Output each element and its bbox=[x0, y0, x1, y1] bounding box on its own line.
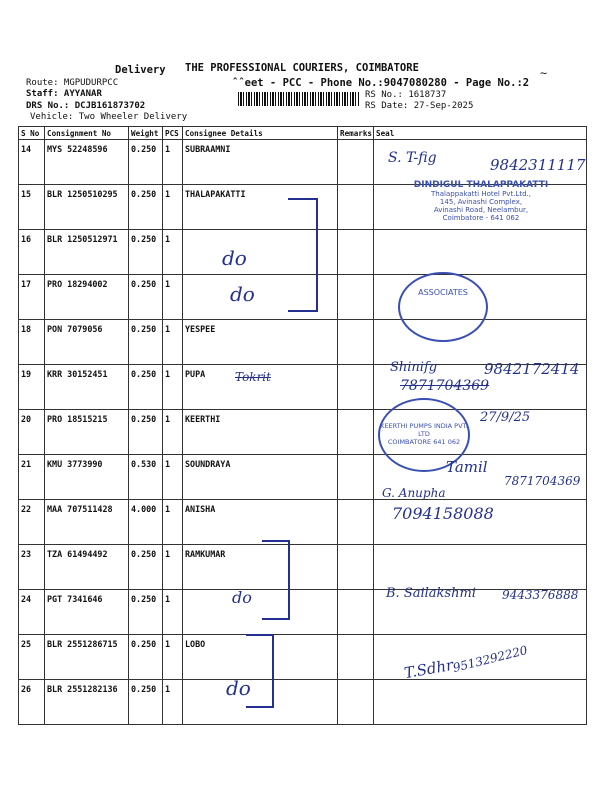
stamp-name: DINDIGUL THALAPPAKATTI bbox=[413, 180, 549, 190]
cell-consignment: MAA 707511428 bbox=[45, 500, 129, 545]
cell-weight: 0.250 bbox=[129, 545, 163, 590]
cell-sno: 22 bbox=[19, 500, 45, 545]
cell-weight: 0.250 bbox=[129, 635, 163, 680]
cell-weight: 0.530 bbox=[129, 455, 163, 500]
cell-weight: 0.250 bbox=[129, 590, 163, 635]
cell-weight: 4.000 bbox=[129, 500, 163, 545]
cell-sno: 24 bbox=[19, 590, 45, 635]
cell-pcs: 1 bbox=[163, 635, 183, 680]
stamp-line4: Coimbatore - 641 062 bbox=[442, 214, 520, 222]
keerthi-name: KEERTHI PUMPS INDIA PVT. LTD bbox=[380, 422, 468, 438]
cell-consignee bbox=[183, 590, 338, 635]
ditto-2: do bbox=[230, 282, 255, 306]
cell-weight: 0.250 bbox=[129, 185, 163, 230]
table-row bbox=[19, 320, 587, 365]
ditto-bracket-1 bbox=[288, 198, 318, 312]
cell-sno: 20 bbox=[19, 410, 45, 455]
company-title: THE PROFESSIONAL COURIERS, COIMBATORE bbox=[185, 62, 419, 74]
cell-pcs: 1 bbox=[163, 545, 183, 590]
cell-remarks bbox=[338, 365, 374, 410]
signature-22: G. Anupha bbox=[382, 486, 446, 500]
pen-mark-icon: ∼ bbox=[540, 66, 548, 80]
phone-21: 7871704369 bbox=[504, 474, 581, 488]
vehicle: Vehicle: Two Wheeler Delivery bbox=[30, 112, 188, 122]
signature-21: Tamil bbox=[446, 458, 488, 476]
cell-pcs: 1 bbox=[163, 410, 183, 455]
cell-consignment: BLR 1250512971 bbox=[45, 230, 129, 275]
associates-stamp bbox=[398, 272, 488, 342]
ditto-3: do bbox=[232, 588, 252, 607]
ditto-4: do bbox=[226, 676, 251, 700]
cell-consignment: BLR 1250510295 bbox=[45, 185, 129, 230]
cell-pcs: 1 bbox=[163, 140, 183, 185]
cell-sno: 17 bbox=[19, 275, 45, 320]
phone-26: 9513292220 bbox=[451, 642, 529, 676]
cell-sno: 14 bbox=[19, 140, 45, 185]
cell-sno: 16 bbox=[19, 230, 45, 275]
cell-consignment: PRO 18294002 bbox=[45, 275, 129, 320]
cell-pcs: 1 bbox=[163, 590, 183, 635]
cell-remarks bbox=[338, 590, 374, 635]
ditto-1: do bbox=[222, 246, 247, 270]
cell-seal bbox=[374, 545, 587, 590]
keerthi-city: COIMBATORE 641 062 bbox=[387, 438, 461, 446]
associates-text: ASSOCIATES bbox=[418, 288, 468, 297]
cell-sno: 19 bbox=[19, 365, 45, 410]
table-row bbox=[19, 500, 587, 545]
cell-consignment: BLR 2551282136 bbox=[45, 680, 129, 725]
cell-remarks bbox=[338, 500, 374, 545]
sheet-line: ˆˆeet - PCC - Phone No.:9047080280 - Page No.:2 bbox=[232, 77, 530, 89]
stamp-line1: Thalappakatti Hotel Pvt.Ltd., bbox=[431, 190, 531, 198]
cell-weight: 0.250 bbox=[129, 275, 163, 320]
cell-pcs: 1 bbox=[163, 275, 183, 320]
cell-pcs: 1 bbox=[163, 455, 183, 500]
cell-consignee: YESPEE bbox=[183, 320, 338, 365]
stamp-line2: 145, Avinashi Complex, bbox=[439, 198, 523, 206]
cell-pcs: 1 bbox=[163, 185, 183, 230]
col-remarks: Remarks bbox=[338, 127, 374, 140]
thalapakatti-stamp bbox=[388, 180, 574, 230]
cell-seal bbox=[374, 680, 587, 725]
cell-remarks bbox=[338, 410, 374, 455]
col-pcs: PCS bbox=[163, 127, 183, 140]
phone-24: 9443376888 bbox=[502, 588, 579, 602]
cell-pcs: 1 bbox=[163, 365, 183, 410]
phone-19b: 7871704369 bbox=[400, 378, 490, 394]
col-weight: Weight bbox=[129, 127, 163, 140]
delivery-label: Delivery bbox=[115, 64, 166, 76]
cell-consignment: KMU 3773990 bbox=[45, 455, 129, 500]
cell-weight: 0.250 bbox=[129, 140, 163, 185]
cell-consignee: THALAPAKATTI bbox=[183, 185, 338, 230]
cell-weight: 0.250 bbox=[129, 320, 163, 365]
cell-sno: 21 bbox=[19, 455, 45, 500]
signature-26: T.Sdhr bbox=[402, 655, 455, 683]
drs-number: DRS No.: DCJB161873702 bbox=[26, 101, 146, 111]
cell-consignee: ANISHA bbox=[183, 500, 338, 545]
cell-consignment: PGT 7341646 bbox=[45, 590, 129, 635]
barcode bbox=[238, 92, 360, 106]
cell-seal bbox=[374, 230, 587, 275]
pupa-strike: Tokrit bbox=[235, 370, 271, 384]
cell-sno: 26 bbox=[19, 680, 45, 725]
cell-consignee: LOBO bbox=[183, 635, 338, 680]
cell-weight: 0.250 bbox=[129, 410, 163, 455]
table-row bbox=[19, 455, 587, 500]
cell-sno: 23 bbox=[19, 545, 45, 590]
rs-date: RS Date: 27-Sep-2025 bbox=[365, 101, 474, 111]
cell-consignment: BLR 2551286715 bbox=[45, 635, 129, 680]
cell-sno: 25 bbox=[19, 635, 45, 680]
phone-14: 9842311117 bbox=[490, 156, 586, 174]
ditto-bracket-2 bbox=[262, 540, 290, 620]
cell-consignee: SOUNDRAYA bbox=[183, 455, 338, 500]
phone-19: 9842172414 bbox=[484, 360, 580, 378]
cell-consignee: PUPA bbox=[183, 365, 338, 410]
cell-weight: 0.250 bbox=[129, 230, 163, 275]
cell-remarks bbox=[338, 185, 374, 230]
table-row bbox=[19, 680, 587, 725]
signature-19: Shinifg bbox=[390, 360, 438, 375]
stamp-line3: Avinashi Road, Neelambur, bbox=[433, 206, 529, 214]
cell-remarks bbox=[338, 680, 374, 725]
rs-number: RS No.: 1618737 bbox=[365, 90, 447, 100]
col-consignment: Consignment No bbox=[45, 127, 129, 140]
cell-consignment: PRO 18515215 bbox=[45, 410, 129, 455]
cell-consignment: KRR 30152451 bbox=[45, 365, 129, 410]
cell-pcs: 1 bbox=[163, 680, 183, 725]
cell-pcs: 1 bbox=[163, 320, 183, 365]
table-row bbox=[19, 545, 587, 590]
cell-sno: 18 bbox=[19, 320, 45, 365]
cell-weight: 0.250 bbox=[129, 365, 163, 410]
phone-22: 7094158088 bbox=[392, 504, 494, 523]
col-seal: Seal bbox=[374, 127, 587, 140]
cell-consignment: PON 7079056 bbox=[45, 320, 129, 365]
cell-remarks bbox=[338, 545, 374, 590]
cell-remarks bbox=[338, 635, 374, 680]
cell-remarks bbox=[338, 320, 374, 365]
signature-24: B. Sailakshmi bbox=[386, 586, 476, 601]
cell-remarks bbox=[338, 455, 374, 500]
cell-consignee: RAMKUMAR bbox=[183, 545, 338, 590]
signature-14: S. T-fig bbox=[388, 150, 437, 166]
cell-consignment: TZA 61494492 bbox=[45, 545, 129, 590]
date-20: 27/9/25 bbox=[480, 410, 531, 425]
cell-consignment: MYS 52248596 bbox=[45, 140, 129, 185]
cell-consignee: KEERTHI bbox=[183, 410, 338, 455]
cell-remarks bbox=[338, 140, 374, 185]
route: Route: MGPUDURPCC bbox=[26, 78, 119, 88]
cell-pcs: 1 bbox=[163, 230, 183, 275]
cell-consignee: SUBRAAMNI bbox=[183, 140, 338, 185]
col-sno: S No bbox=[19, 127, 45, 140]
cell-weight: 0.250 bbox=[129, 680, 163, 725]
col-consignee: Consignee Details bbox=[183, 127, 338, 140]
staff: Staff: AYYANAR bbox=[26, 89, 102, 99]
cell-remarks bbox=[338, 230, 374, 275]
cell-remarks bbox=[338, 275, 374, 320]
cell-pcs: 1 bbox=[163, 500, 183, 545]
cell-sno: 15 bbox=[19, 185, 45, 230]
table-header-row bbox=[19, 127, 587, 140]
